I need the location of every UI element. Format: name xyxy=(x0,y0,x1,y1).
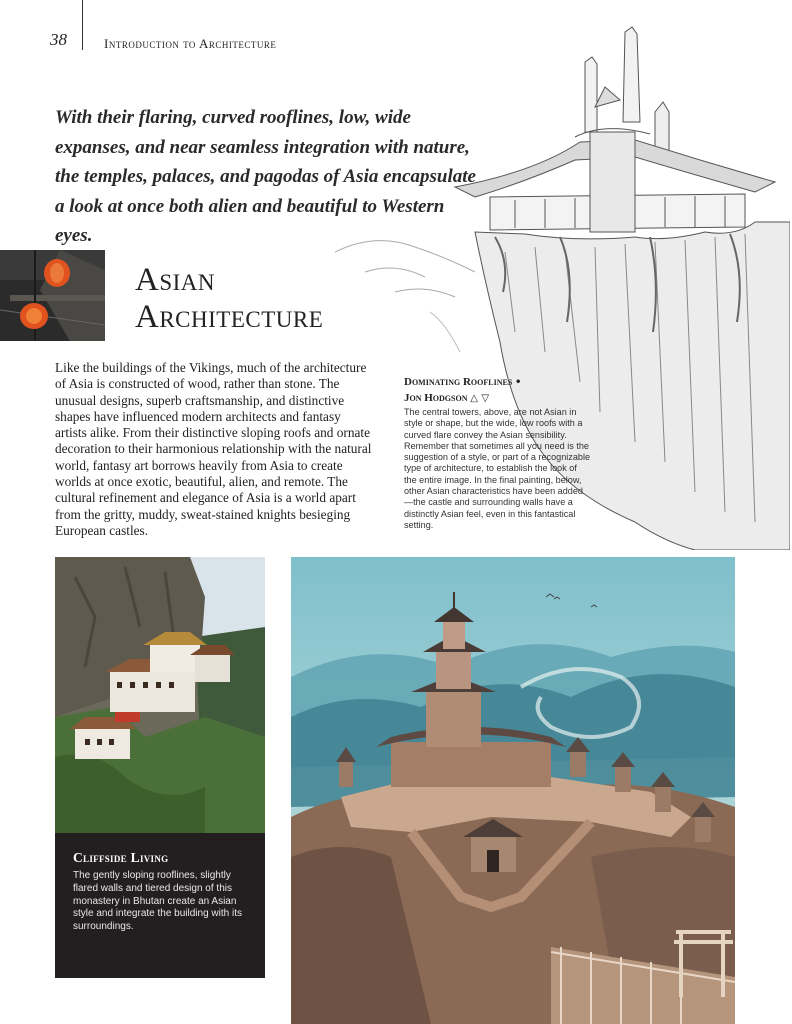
fantasy-palace-painting xyxy=(291,557,735,1024)
section-title-line2: Architecture xyxy=(135,299,324,335)
bhutan-monastery-photo xyxy=(55,557,265,833)
sidebar-title: Cliffside Living xyxy=(73,850,169,865)
sidebar-body: The gently sloping rooflines, slightly flared walls and tiered design of this monastery in Bhutan create an Asian style and integrate the building with its surroundings. xyxy=(73,870,242,933)
lantern-thumbnail-image xyxy=(0,250,105,341)
caption-artist-name: Jon Hodgson xyxy=(404,392,468,404)
caption-body: The central towers, above, are not Asian in style or shape, but the wide, low roofs with a curved flare convey the Asian sensibility. Remember that sometimes all you need is the suggestion of a style, or part of a recognizable type of architecture, to establish the look of the entire image. In the final painting, below, other Asian characteristics have been added—the castle and surrounding walls have a distinctly Asian feel, even in this fantastical setting. xyxy=(404,407,591,530)
section-title-line1: Asian xyxy=(135,262,216,298)
caption-artist xyxy=(404,391,594,406)
header-divider xyxy=(82,0,83,50)
caption-heading-text: Dominating Rooflines xyxy=(404,376,513,388)
caption-bullet: • xyxy=(515,377,522,388)
page-number: 38 xyxy=(50,30,67,49)
running-head: Introduction to Architecture xyxy=(104,36,277,51)
body-paragraph: Like the buildings of the Vikings, much of the architecture of Asia is constructed of wood, rather than stone. The unusual designs, superb craftsmanship, and distinctive shapes have influenced modern architects and fantasy artists alike. From their distinctive sloping roofs and ornate decoration to their harmonious relationship with the natural world, fantasy art borrows heavily from Asia to create worlds at once exotic, beautiful, alien, and remote. The cultural refinement and elegance of Asia is a world apart from the gritty, muddy, sweat-stained knights besieging European castles. xyxy=(55,360,372,538)
caption-direction-markers: △ ▽ xyxy=(470,393,490,404)
caption-heading xyxy=(404,375,594,390)
intro-pull-quote: With their flaring, curved rooflines, low, wide expanses, and near seamless integration with nature, the temples, palaces, and pagodas of Asia encapsulate a look at once both alien and beautiful to Western eyes. xyxy=(55,107,476,246)
